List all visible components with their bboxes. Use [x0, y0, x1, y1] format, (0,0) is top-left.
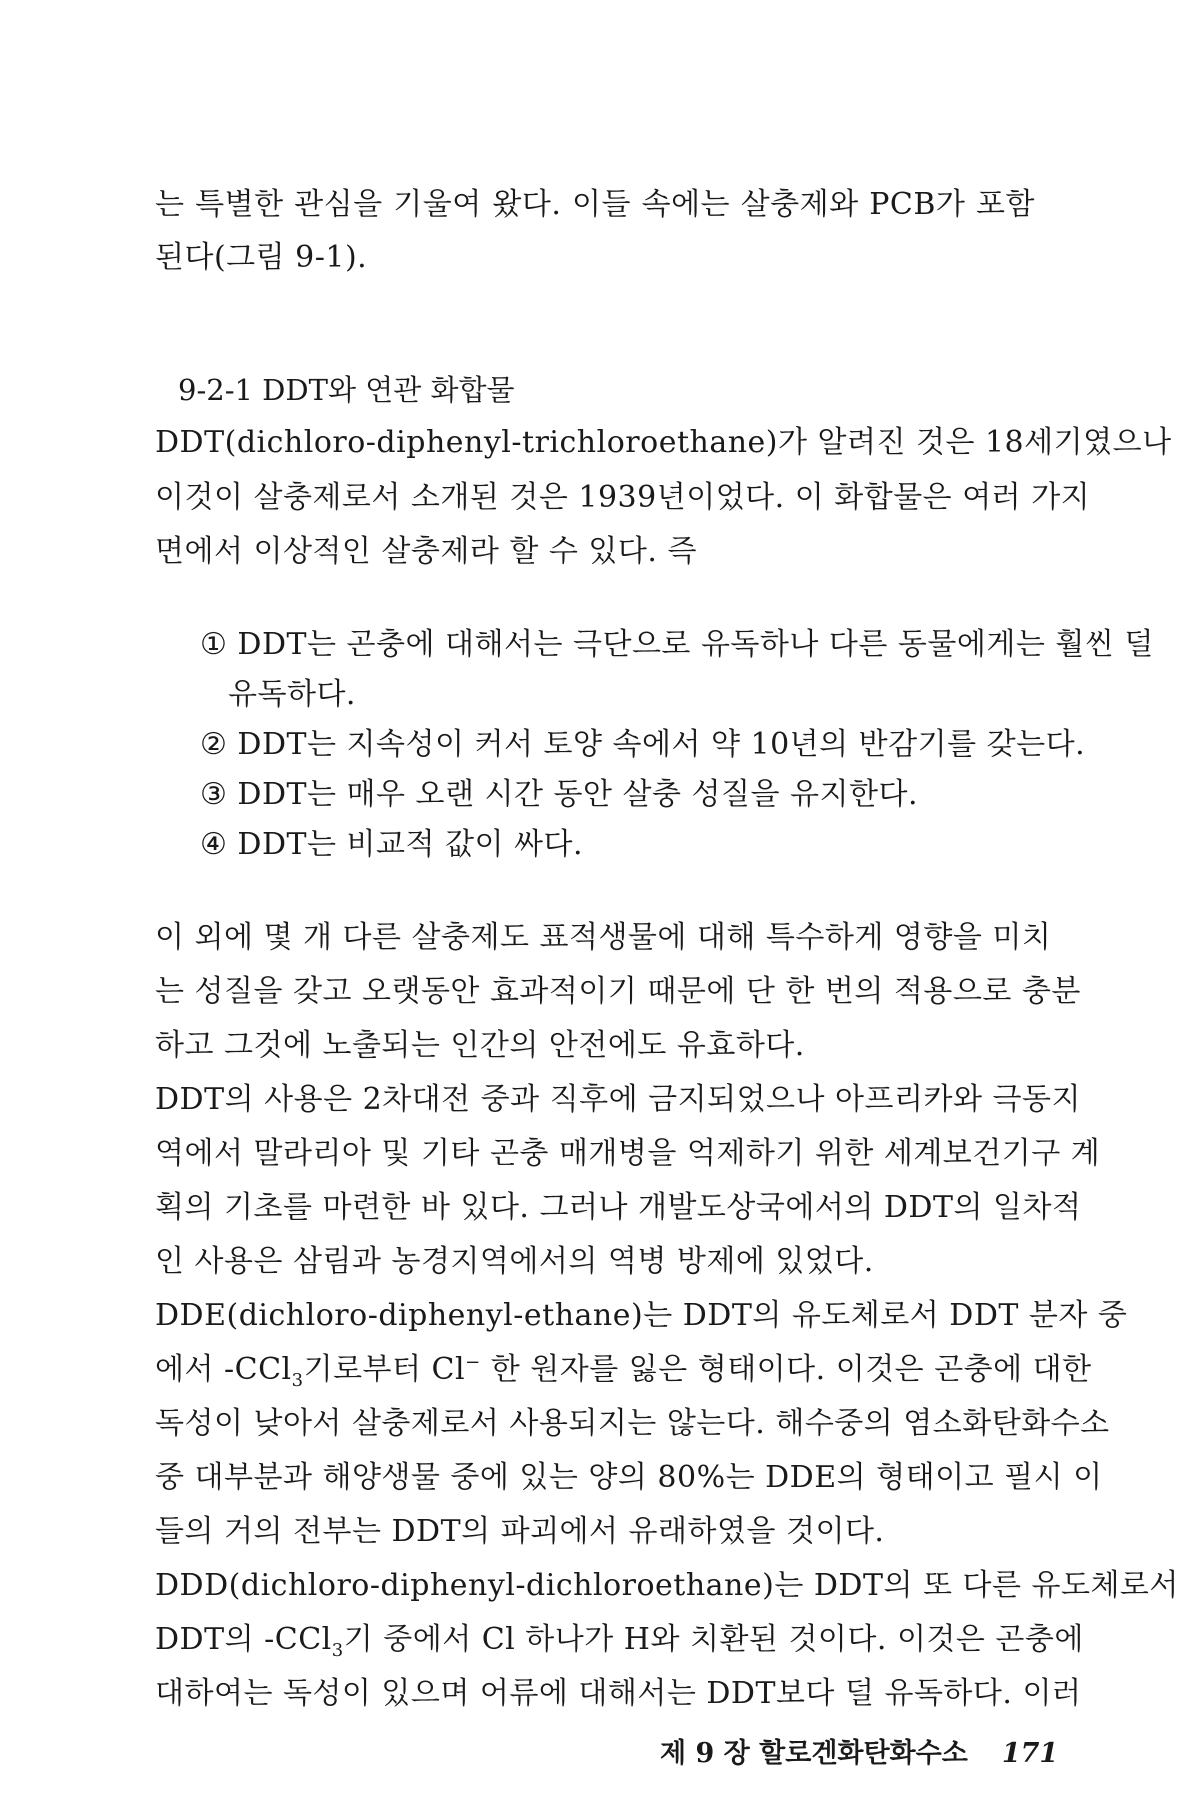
text-run: 에서 -CCl [155, 1352, 292, 1387]
list-item-continuation: 유독하다. [228, 677, 356, 712]
list-item: ① DDT는 곤충에 대해서는 극단으로 유독하나 다른 동물에게는 훨씬 덜 [200, 627, 1154, 662]
list-item: ③ DDT는 매우 오랜 시간 동안 살충 성질을 유지한다. [200, 777, 918, 812]
paragraph-line: 인 사용은 삼림과 농경지역에서의 역병 방제에 있었다. [155, 1244, 874, 1279]
paragraph-line: 역에서 말라리아 및 기타 곤충 매개병을 억제하기 위한 세계보건기구 계 [155, 1136, 1101, 1171]
text-run: 기 중에서 Cl 하나가 H와 치환된 것이다. 이것은 곤충에 [343, 1622, 1084, 1657]
paragraph-line: 면에서 이상적인 살충제라 할 수 있다. 즉 [155, 534, 697, 569]
paragraph-line: 들의 거의 전부는 DDT의 파괴에서 유래하였을 것이다. [155, 1514, 885, 1549]
page-number: 171 [1001, 1738, 1059, 1769]
paragraph-line: 이것이 살충제로서 소개된 것은 1939년이었다. 이 화합물은 여러 가지 [155, 480, 1091, 515]
paragraph-line: DDE(dichloro-diphenyl-ethane)는 DDT의 유도체로서 DDT 분자 중 [155, 1298, 1128, 1333]
paragraph-line: 독성이 낮아서 살충제로서 사용되지는 않는다. 해수중의 염소화탄화수소 [155, 1406, 1110, 1441]
paragraph-line: DDT(dichloro-diphenyl-trichloroethane)가 알려진 것은 18세기였으나 [155, 425, 1172, 460]
superscript: − [465, 1352, 481, 1373]
paragraph-line: 중 대부분과 해양생물 중에 있는 양의 80%는 DDE의 형태이고 필시 이 [155, 1460, 1103, 1495]
chapter-title: 제 9 장 할로겐화탄화수소 [660, 1738, 968, 1769]
intro-line: 된다(그림 9-1). [155, 240, 368, 275]
paragraph-line: 는 성질을 갖고 오랫동안 효과적이기 때문에 단 한 번의 적용으로 충분 [155, 974, 1081, 1009]
text-run: DDT의 -CCl [155, 1622, 332, 1657]
paragraph-line: 획의 기초를 마련한 바 있다. 그러나 개발도상국에서의 DDT의 일차적 [155, 1190, 1082, 1225]
subscript: 3 [331, 1640, 344, 1661]
paragraph-line: 이 외에 몇 개 다른 살충제도 표적생물에 대해 특수하게 영향을 미치 [155, 920, 1052, 955]
intro-line: 는 특별한 관심을 기울여 왔다. 이들 속에는 살충제와 PCB가 포함 [155, 187, 1035, 222]
paragraph-line: 하고 그것에 노출되는 인간의 안전에도 유효하다. [155, 1028, 805, 1063]
paragraph-line: 대하여는 독성이 있으며 어류에 대해서는 DDT보다 덜 유독하다. 이러 [155, 1676, 1082, 1711]
paragraph-line [155, 1350, 1092, 1391]
page-footer [660, 1736, 1058, 1772]
list-item: ② DDT는 지속성이 커서 토양 속에서 약 10년의 반감기를 갖는다. [200, 727, 1086, 762]
subscript: 3 [291, 1370, 304, 1391]
paragraph-line: DDT의 사용은 2차대전 중과 직후에 금지되었으나 아프리카와 극동지 [155, 1082, 1081, 1117]
section-heading: 9-2-1 DDT와 연관 화합물 [178, 373, 515, 407]
paragraph-line: DDD(dichloro-diphenyl-dichloroethane)는 DDT의 또 다른 유도체로서 [155, 1568, 1179, 1603]
text-run: 한 원자를 잃은 형태이다. 이것은 곤충에 대한 [480, 1352, 1092, 1387]
text-run: 기로부터 Cl [303, 1352, 466, 1387]
paragraph-line [155, 1620, 1084, 1661]
list-item: ④ DDT는 비교적 값이 싸다. [200, 827, 584, 862]
